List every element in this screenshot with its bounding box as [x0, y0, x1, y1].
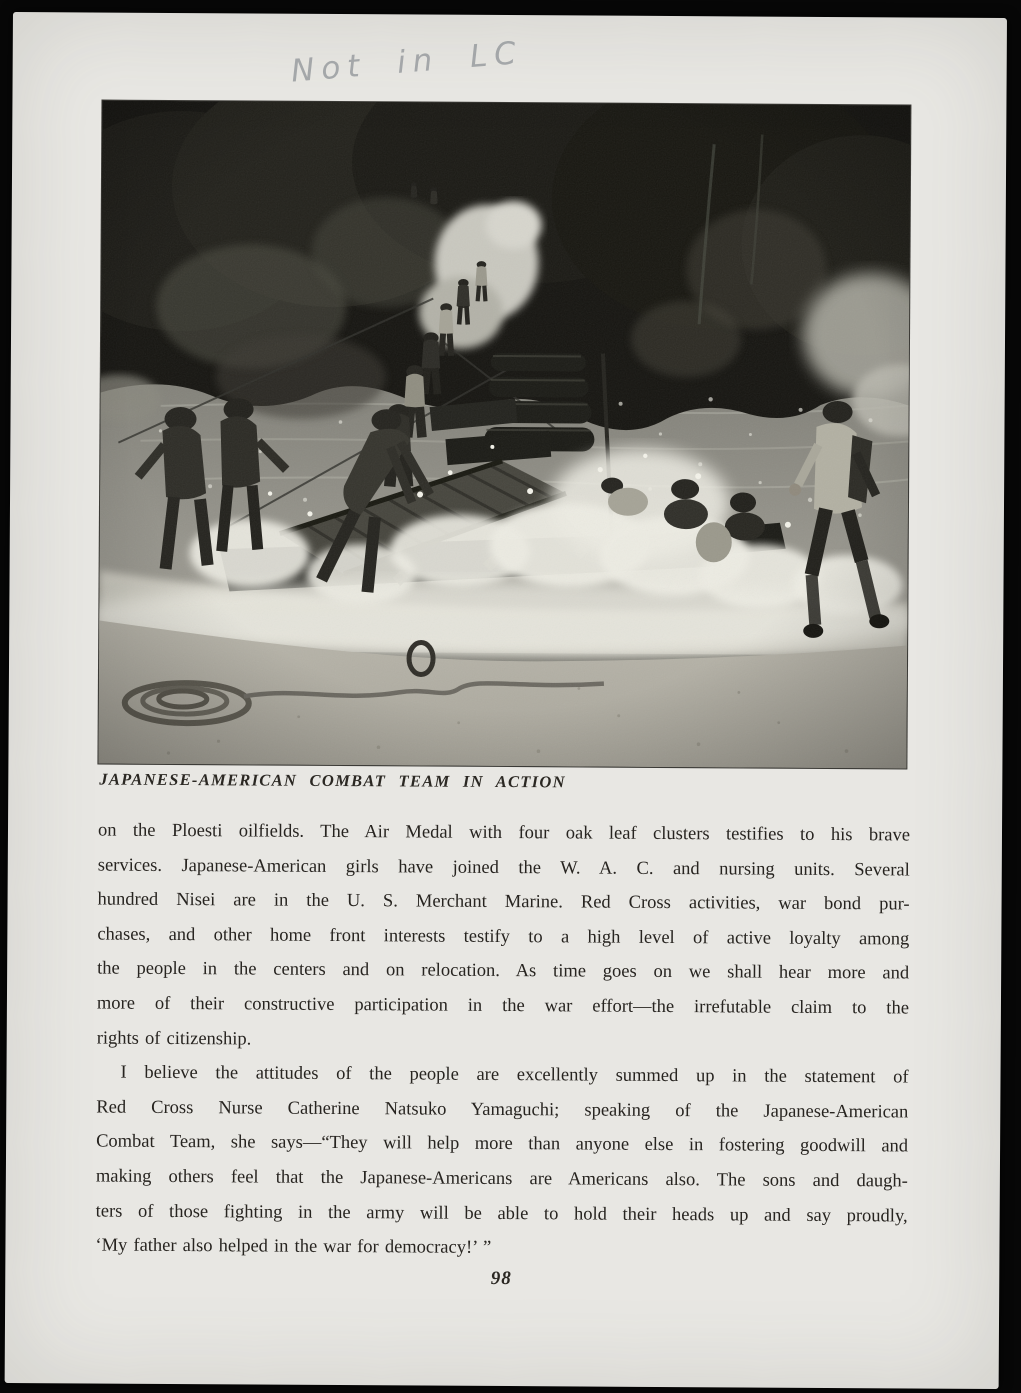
combat-photo: [98, 101, 910, 769]
body-text: [95, 814, 910, 1269]
text-line: I believe the attitudes of the people are excellently summed up in the statement of: [120, 1062, 909, 1088]
book-page: [5, 12, 1007, 1389]
text-line: the people in the centers and on relocation. As time goes on we shall hear more and: [97, 958, 910, 984]
text-line: Red Cross Nurse Catherine Natsuko Yamaguchi; speaking of the Japanese-American: [96, 1097, 909, 1123]
text-line: rights of citizenship.: [96, 1028, 252, 1050]
text-line: ters of those fighting in the army will be able to hold their heads up and say proudly,: [95, 1201, 908, 1227]
text-line: Combat Team, she says—“They will help more than anyone else in fostering goodwill and: [96, 1131, 909, 1157]
text-line: on the Ploesti oilfields. The Air Medal with four oak leaf clusters testifies to his brave: [97, 820, 911, 846]
text-line: chases, and other home front interests testify to a high level of active loyalty among: [97, 924, 910, 950]
photo-caption: JAPANESE-AMERICAN COMBAT TEAM IN ACTION: [99, 769, 566, 792]
body-paragraph-2: [95, 1056, 908, 1269]
combat-photo-illustration: [98, 101, 910, 769]
text-line: hundred Nisei are in the U. S. Merchant Marine. Red Cross activities, war bond pur-: [97, 889, 910, 915]
page-number: 98: [490, 1267, 512, 1290]
text-line: services. Japanese-American girls have joined the W. A. C. and nursing units. Several: [97, 855, 910, 881]
text-line: making others feel that the Japanese-Americans are Americans also. The sons and daugh-: [95, 1166, 908, 1192]
body-paragraph-1: [97, 814, 910, 1061]
text-line: ‘My father also helped in the war for democracy!’ ”: [95, 1235, 492, 1259]
handwritten-note: Not in LC: [289, 34, 525, 90]
text-line: more of their constructive participation in the war effort—the irrefutable claim to the: [96, 993, 909, 1019]
vignette: [98, 101, 910, 769]
